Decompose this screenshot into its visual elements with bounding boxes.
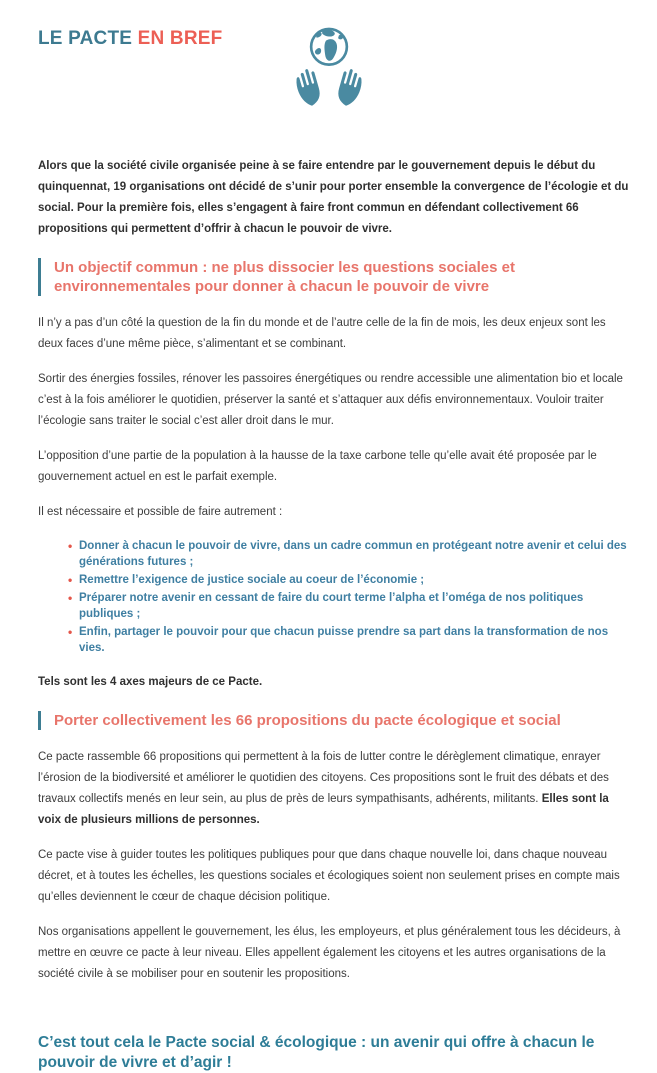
globe-in-hands-icon <box>291 22 367 108</box>
page-header <box>0 22 657 132</box>
list-item: • Donner à chacun le pouvoir de vivre, dans un cadre commun en protégeant notre avenir et celui des générations futures ; <box>68 538 630 570</box>
paragraph: Sortir des énergies fossiles, rénover les passoires énergétiques ou rendre accessible une alimentation bio et locale c’est à la fois améliorer le quotidien, préserver la santé et s’attaquer aux défis environnementaux. Vouloir traiter l’écologie sans traiter le social c’est aller droit dans le mur. <box>38 373 623 427</box>
closing-statement: Tels sont les 4 axes majeurs de ce Pacte. <box>38 676 263 688</box>
page-title <box>38 28 222 50</box>
list-item: • Remettre l’exigence de justice sociale au coeur de l’économie ; <box>68 572 630 588</box>
paragraph: Ce pacte vise à guider toutes les politiques publiques pour que dans chaque nouvelle loi, dans chaque nouveau décret, et à toutes les échelles, les questions sociales et écologiques soient non seulement prises en compte mais qu’elles deviennent le cœur de chaque décision politique. <box>38 849 620 903</box>
list-item: • Préparer notre avenir en cessant de faire du court terme l’alpha et l’oméga de nos politiques publiques ; <box>68 590 630 622</box>
axes-bullet-list <box>38 538 630 656</box>
page-content <box>0 156 657 1073</box>
paragraph <box>38 747 630 831</box>
page <box>0 22 657 1071</box>
paragraph: Nos organisations appellent le gouvernement, les élus, les employeurs, et plus généralement tous les décideurs, à mettre en œuvre ce pacte à leur niveau. Elles appellent également les citoyens et les autres organisations de la société civile à se mobiliser pour en soutenir les propositions. <box>38 926 621 980</box>
intro-paragraph: Alors que la société civile organisée peine à se faire entendre par le gouvernement depuis le début du quinquennat, 19 organisations ont décidé de s’unir pour porter ensemble la convergence de l’écologie et du social. Pour la première fois, elles s’engagent à faire front commun en défendant collectivement 66 propositions qui permettent d’offrir à chacun le pouvoir de vivre. <box>38 160 629 235</box>
paragraph-text: Ce pacte rassemble 66 propositions qui permettent à la fois de lutter contre le dérèglement climatique, enrayer l’érosion de la biodiversité et améliorer le quotidien des citoyens. Ces propositions sont le fruit des débats et des travaux collectifs menés en leur sein, au plus de près de leurs sympathisants, adhérents, militants. <box>38 751 609 805</box>
paragraph: Il n’y a pas d’un côté la question de la fin du monde et de l’autre celle de la fin de mois, les deux enjeux sont les deux faces d’une même pièce, s’alimentant et se combinant. <box>38 317 606 350</box>
section-2-heading: Porter collectivement les 66 propositions du pacte écologique et social <box>38 711 630 730</box>
paragraph: Il est nécessaire et possible de faire autrement : <box>38 506 283 518</box>
paragraph-bold-text: Elles sont la voix de plusieurs millions de personnes. <box>38 793 609 826</box>
list-item: • Enfin, partager le pouvoir pour que chacun puisse prendre sa part dans la transformation de nos vies. <box>68 624 630 656</box>
page-title-teal: LE PACTE <box>38 28 138 49</box>
section-1-heading: Un objectif commun : ne plus dissocier les questions sociales et environnementales pour donner à chacun le pouvoir de vivre <box>38 258 630 296</box>
outro-heading: C’est tout cela le Pacte social & écologique : un avenir qui offre à chacun le pouvoir de vivre et d’agir ! <box>38 1034 595 1071</box>
page-title-coral: EN BREF <box>137 28 223 49</box>
paragraph: L’opposition d’une partie de la population à la hausse de la taxe carbone telle qu’elle avait été proposée par le gouvernement actuel en est le parfait exemple. <box>38 450 597 483</box>
